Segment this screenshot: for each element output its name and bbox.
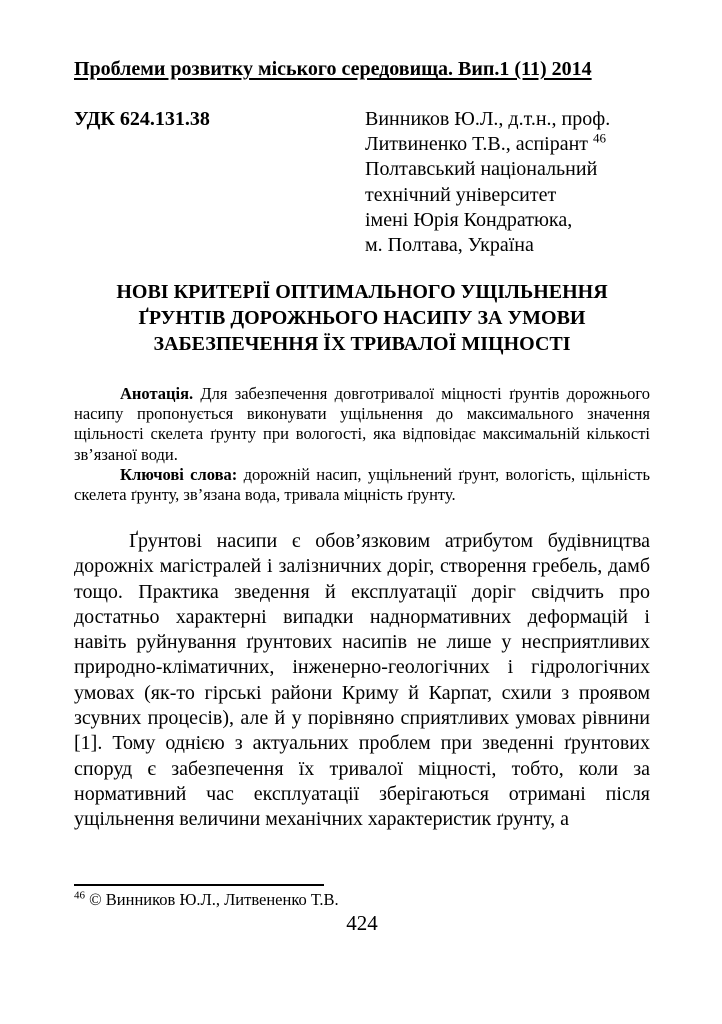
- affiliation-line: Полтавський національний: [365, 158, 598, 181]
- abstract-label: Анотація.: [120, 384, 194, 403]
- footnote: [74, 889, 574, 910]
- abstract-text: Для забезпечення довготривалої міцності ґрунтів дорожнього насипу пропонується виконувати ущільнення до максимального значення щільності скелета ґрунту при вологості, яка відповідає максимальній кількості зв’язаної води.: [74, 384, 651, 464]
- paper-title: [74, 280, 650, 357]
- udc-label: УДК 624.131.38: [74, 108, 210, 130]
- affiliation-line: імені Юрія Кондратюка,: [365, 208, 573, 231]
- abstract-section: [74, 384, 650, 505]
- author-line-2: [365, 132, 655, 157]
- body-section: [74, 529, 650, 833]
- footnote-separator: [74, 884, 324, 886]
- body-paragraph: Ґрунтові насипи є обов’язковим атрибутом будівництва дорожніх магістралей і залізничних доріг, створення гребель, дамб тощо. Практика зведення й експлуатації доріг свідчить про достатньо характерні випадки наднормативних деформацій і навіть руйнування ґрунтових насипів не лише у несприятливих природно-кліматичних, інженерно-геологічних і гідрологічних умовах (як-то гірські райони Криму й Карпат, схили з проявом зсувних процесів), але й у порівняно сприятливих умовах рівнини [1]. Тому однією з актуальних проблем при зведенні ґрунтових споруд є забезпечення їх тривалої міцності, тобто, коли за нормативний час експлуатації зберігаються отримані після ущільнення величини механічних характеристик ґрунту, а: [74, 530, 650, 831]
- affiliation-line: технічний університет: [365, 183, 557, 206]
- paper-title-line: НОВІ КРИТЕРІЇ ОПТИМАЛЬНОГО УЩІЛЬНЕННЯ: [116, 281, 608, 303]
- author-block: [365, 107, 655, 258]
- footnote-ref-marker: 46: [593, 130, 607, 146]
- keywords-paragraph: [74, 465, 650, 505]
- keywords-label: Ключові слова:: [120, 464, 238, 484]
- paper-title-line: ЗАБЕЗПЕЧЕННЯ ЇХ ТРИВАЛОЇ МІЦНОСТІ: [153, 332, 571, 355]
- paper-title-line: ҐРУНТІВ ДОРОЖНЬОГО НАСИПУ ЗА УМОВИ: [138, 306, 586, 329]
- page-number: 424: [346, 911, 378, 935]
- abstract-paragraph: [74, 384, 650, 465]
- footnote-ref-number: 46: [74, 889, 85, 902]
- running-head: Проблеми розвитку міського середовища. Вип.1 (11) 2014: [74, 58, 592, 80]
- affiliation-line: м. Полтава, Україна: [365, 234, 534, 257]
- keywords-text: дорожній насип, ущільнений ґрунт, вологість, щільність скелета ґрунту, зв’язана вода, тривала міцність ґрунту.: [74, 464, 651, 505]
- author-line-1: Винников Ю.Л., д.т.н., проф.: [365, 108, 611, 130]
- author-line-2-text: Литвиненко Т.В., аспірант: [365, 133, 589, 156]
- footnote-text: © Винников Ю.Л., Литвененко Т.В.: [89, 890, 339, 909]
